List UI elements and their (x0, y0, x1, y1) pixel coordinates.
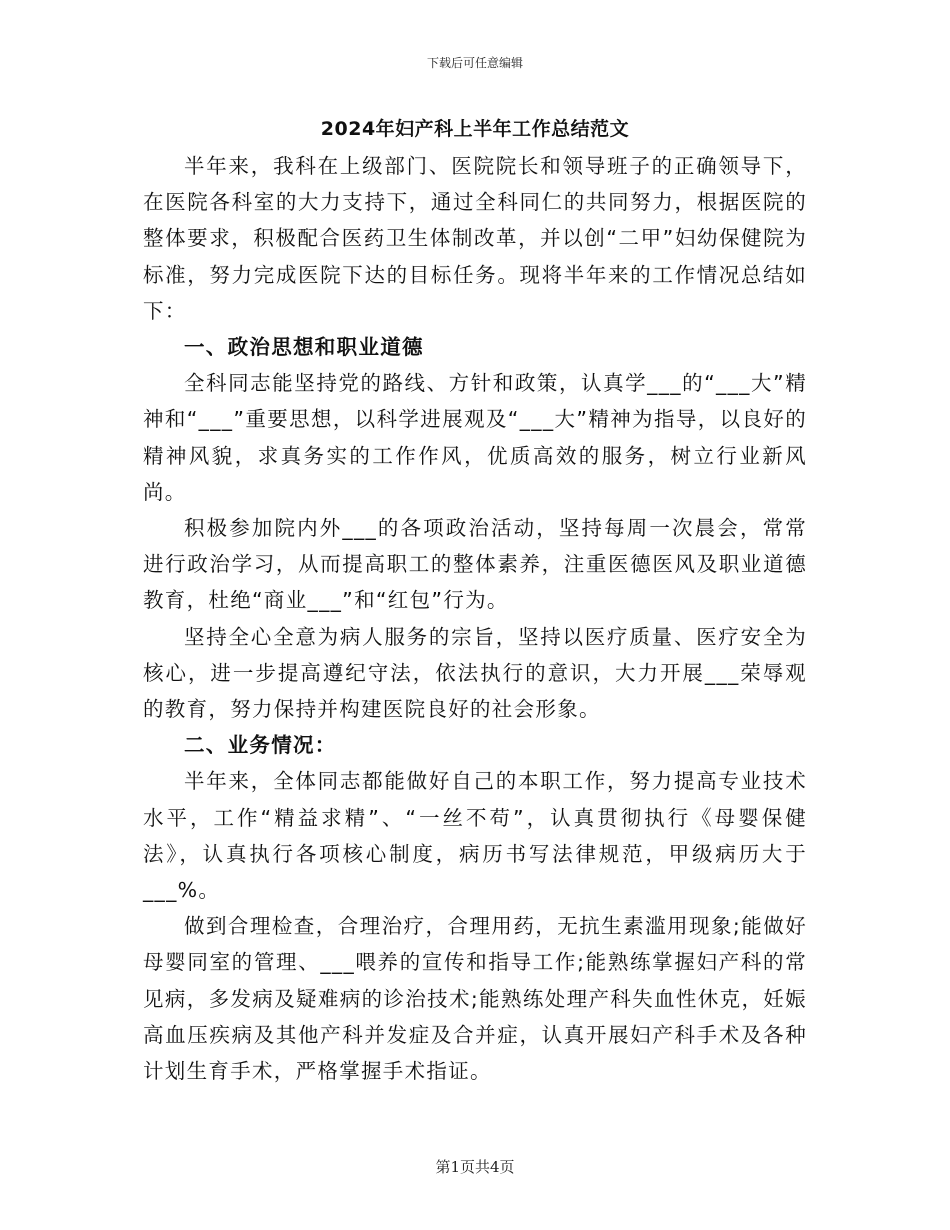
paragraph-political-1: 全科同志能坚持党的路线、方针和政策，认真学___的“___大”精神和“___”重要思想，以科学进展观及“___大”精神为指导，以良好的精神风貌，求真务实的工作作风，优质高效的服务，树立行业新风尚。 (143, 371, 807, 504)
section-heading-political: 一、政治思想和职业道德 (184, 335, 424, 360)
paragraph-business-2: 做到合理检查，合理治疗，合理用药，无抗生素滥用现象;能做好母婴同室的管理、___喂养的宣传和指导工作;能熟练掌握妇产科的常见病，多发病及疑难病的诊治技术;能熟练处理产科失血性休克，妊娠高血压疾病及其他产科并发症及合并症，认真开展妇产科手术及各种计划生育手术，严格掌握手术指证。 (143, 914, 807, 1084)
paragraph-political-2: 积极参加院内外___的各项政治活动，坚持每周一次晨会，常常进行政治学习，从而提高职工的整体素养，注重医德医风及职业道德教育，杜绝“商业___”和“红包”行为。 (143, 516, 807, 613)
page-number-footer: 第1页共4页 (435, 1158, 515, 1176)
page-header-note: 下载后可任意编辑 (426, 56, 523, 70)
paragraph-political-3: 坚持全心全意为病人服务的宗旨，坚持以医疗质量、医疗安全为核心，进一步提高遵纪守法，依法执行的意识，大力开展___荣辱观的教育，努力保持并构建医院良好的社会形象。 (143, 624, 807, 722)
paragraph-business-1: 半年来，全体同志都能做好自己的本职工作，努力提高专业技术水平，工作“精益求精”、“一丝不苟”，认真贯彻执行《母婴保健法》，认真执行各项核心制度，病历书写法律规范，甲级病历大于___%。 (143, 769, 807, 903)
document-title: 2024年妇产科上半年工作总结范文 (320, 118, 630, 140)
intro-paragraph: 半年来，我科在上级部门、医院院长和领导班子的正确领导下，在医院各科室的大力支持下，通过全科同仁的共同努力，根据医院的整体要求，积极配合医药卫生体制改革，并以创“二甲”妇幼保健院为标准，努力完成医院下达的目标任务。现将半年来的工作情况总结如下： (143, 154, 807, 323)
section-heading-business: 二、业务情况： (184, 733, 337, 758)
document-body (143, 148, 807, 1089)
